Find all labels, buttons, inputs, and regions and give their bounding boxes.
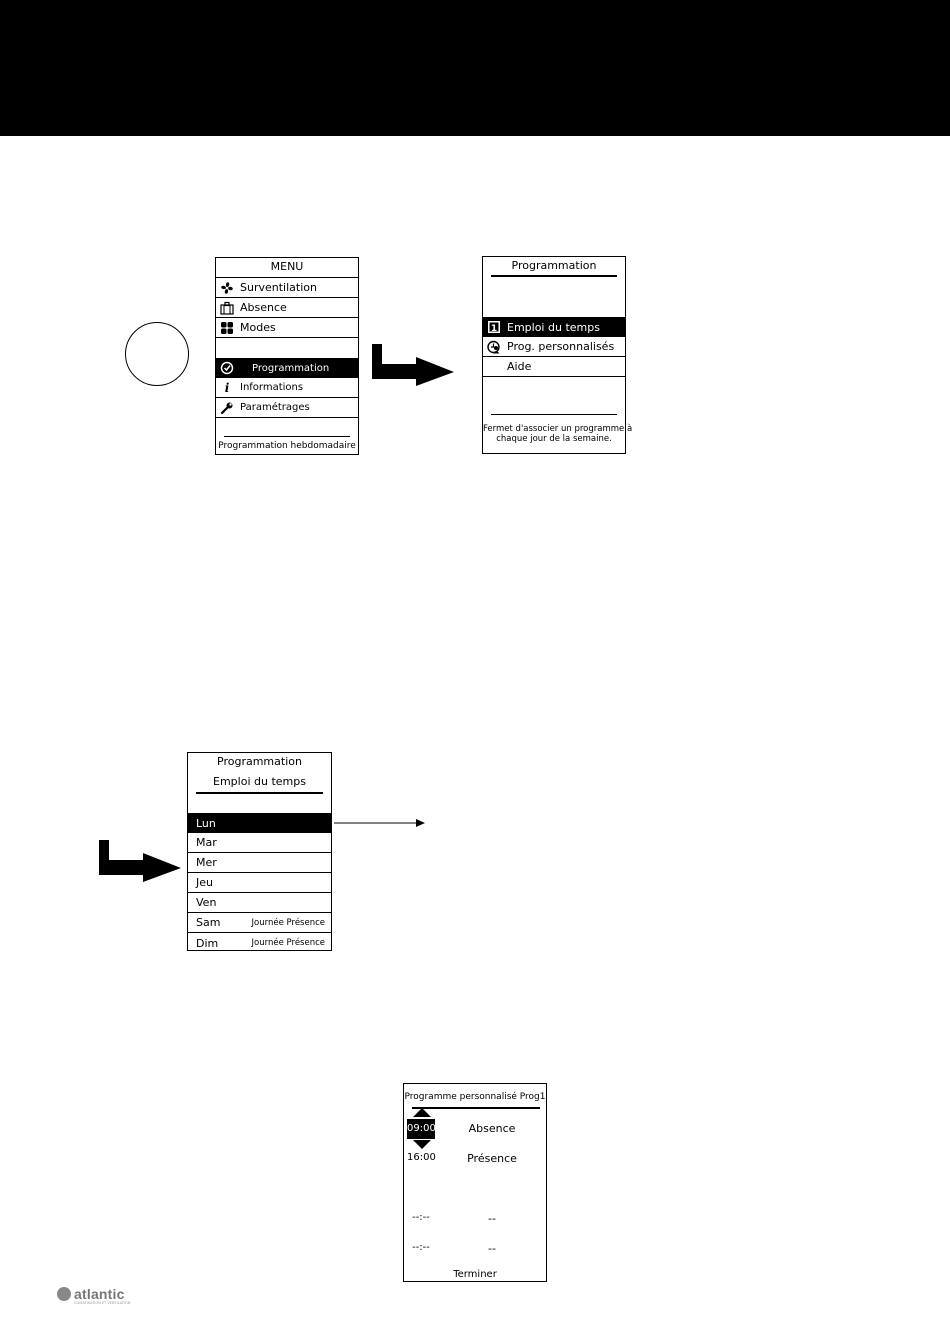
step-arrow bbox=[99, 840, 183, 882]
header-band bbox=[0, 0, 950, 136]
mode-slot-4[interactable]: -- bbox=[488, 1242, 496, 1255]
prog-description-line2: chaque jour de la semaine. bbox=[496, 434, 612, 444]
custom-title: Programme personnalisé Prog1 bbox=[404, 1092, 546, 1102]
logo-tagline: CLIMATISATION ET VENTILATION bbox=[74, 1301, 131, 1305]
prog-item-aide[interactable] bbox=[483, 357, 625, 377]
button-circle bbox=[125, 322, 189, 386]
day-label: Ven bbox=[196, 896, 217, 909]
menu-item-label: Informations bbox=[240, 382, 304, 393]
logo-brand: atlantic bbox=[74, 1286, 125, 1302]
prog-item-prog-personnalises[interactable] bbox=[483, 337, 625, 357]
day-row-sam[interactable] bbox=[188, 913, 331, 933]
info-icon: i bbox=[224, 380, 230, 395]
schedule-title: Programmation bbox=[217, 755, 302, 768]
programmation-screen bbox=[482, 256, 633, 454]
day-row-dim[interactable] bbox=[188, 933, 331, 953]
time-slot-3[interactable]: --:-- bbox=[412, 1212, 430, 1223]
menu-item-label: Programmation bbox=[252, 362, 330, 374]
day-row-mar[interactable] bbox=[188, 833, 331, 853]
wrench-icon bbox=[220, 401, 234, 415]
step-arrow bbox=[372, 344, 456, 386]
logo-mark-icon bbox=[57, 1287, 71, 1301]
day-row-lun[interactable] bbox=[188, 813, 331, 833]
menu-item-surventilation[interactable] bbox=[216, 278, 358, 298]
menu-title: MENU bbox=[270, 260, 304, 273]
menu-item-parametrages[interactable] bbox=[216, 398, 358, 418]
day-row-jeu[interactable] bbox=[188, 873, 331, 893]
clock-person-icon bbox=[487, 340, 501, 354]
prog-description-line1: Fermet d'associer un programme à bbox=[483, 424, 633, 434]
arrow-down-icon[interactable] bbox=[413, 1140, 431, 1149]
mode-slot-1[interactable]: Absence bbox=[468, 1122, 516, 1135]
pointer-arrow bbox=[334, 817, 426, 829]
prog-title-rule bbox=[491, 275, 617, 277]
menu-footer: Programmation hebdomadaire bbox=[218, 441, 356, 451]
custom-title-rule bbox=[412, 1107, 540, 1109]
day-program: Journée Présence bbox=[251, 917, 325, 928]
calendar-one-icon bbox=[487, 320, 501, 334]
prog-item-label: Aide bbox=[507, 360, 532, 373]
menu-item-programmation[interactable] bbox=[216, 358, 358, 378]
time-slot-1[interactable]: 09:00 bbox=[407, 1119, 435, 1139]
menu-item-label: Surventilation bbox=[240, 281, 317, 294]
prog-title: Programmation bbox=[511, 259, 597, 272]
menu-item-label: Paramétrages bbox=[240, 402, 310, 413]
prog-item-emploi-du-temps[interactable] bbox=[483, 317, 625, 337]
time-slot-2[interactable]: 16:00 bbox=[407, 1152, 436, 1163]
menu-screen bbox=[215, 257, 359, 455]
day-label: Mar bbox=[196, 836, 217, 849]
day-label: Sam bbox=[196, 916, 221, 929]
day-program: Journée Présence bbox=[251, 938, 325, 948]
arrow-up-icon[interactable] bbox=[413, 1108, 431, 1117]
time-slot-4[interactable]: --:-- bbox=[412, 1242, 430, 1253]
menu-footer-rule bbox=[224, 436, 350, 437]
modes-icon bbox=[220, 321, 234, 335]
menu-item-modes[interactable] bbox=[216, 318, 358, 338]
schedule-subtitle: Emploi du temps bbox=[213, 775, 306, 788]
prog-item-label: Emploi du temps bbox=[507, 320, 600, 334]
clock-check-icon bbox=[220, 361, 234, 375]
prog-desc-rule bbox=[491, 414, 617, 415]
menu-item-label: Absence bbox=[240, 301, 287, 314]
day-row-mer[interactable] bbox=[188, 853, 331, 873]
finish-button[interactable]: Terminer bbox=[453, 1269, 497, 1280]
day-label: Dim bbox=[196, 936, 219, 950]
prog-item-label: Prog. personnalisés bbox=[507, 340, 615, 353]
fan-icon bbox=[220, 281, 234, 295]
menu-item-label: Modes bbox=[240, 321, 276, 334]
day-label: Lun bbox=[196, 816, 216, 830]
menu-item-informations[interactable] bbox=[216, 378, 358, 398]
schedule-title-rule bbox=[196, 792, 323, 794]
mode-slot-3[interactable]: -- bbox=[488, 1212, 496, 1225]
day-label: Mer bbox=[196, 856, 217, 869]
custom-program-screen bbox=[403, 1083, 547, 1282]
mode-slot-2[interactable]: Présence bbox=[467, 1152, 517, 1165]
menu-item-absence[interactable] bbox=[216, 298, 358, 318]
schedule-screen bbox=[187, 752, 332, 951]
day-row-ven[interactable] bbox=[188, 893, 331, 913]
atlantic-logo bbox=[57, 1286, 131, 1305]
suitcase-icon bbox=[220, 301, 234, 315]
svg-text:1: 1 bbox=[490, 324, 498, 334]
day-label: Jeu bbox=[196, 876, 213, 889]
